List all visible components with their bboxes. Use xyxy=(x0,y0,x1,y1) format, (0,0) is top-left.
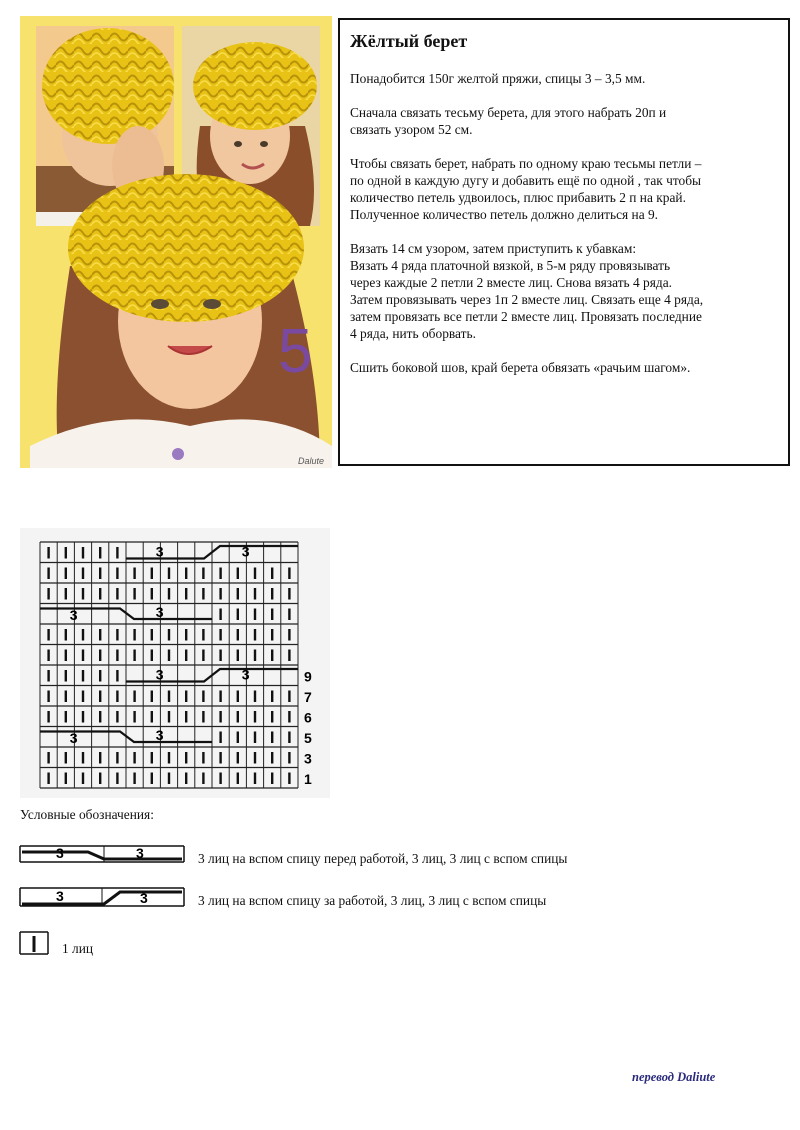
row-number: 7 xyxy=(304,689,312,705)
legend-heading: Условные обозначения: xyxy=(20,807,154,822)
recipe-line: Понадобится 150г желтой пряжи, спицы 3 – 3,5 мм. xyxy=(350,71,646,86)
legend-cable-front-label: 3 лиц на вспом спицу перед работой, 3 лиц, 3 лиц с вспом спицы xyxy=(198,851,568,866)
row-number: 6 xyxy=(304,709,312,726)
legend-knit-stitch xyxy=(18,928,218,958)
brand-mark: Dalute xyxy=(298,456,325,466)
row-number: 3 xyxy=(304,750,312,767)
cable-number: 3 xyxy=(155,727,164,743)
knitting-chart-grid xyxy=(20,528,330,798)
row-number: 1 xyxy=(304,771,312,787)
cable-number: 3 xyxy=(241,666,250,683)
cable-back-number-left: 3 xyxy=(56,888,64,904)
recipe-line: Чтобы связать берет, набрать по одному краю тесьмы петли – xyxy=(350,156,702,171)
cable-front-number-left: 3 xyxy=(56,845,64,861)
recipe-paragraph xyxy=(350,359,776,376)
legend-cable-back-label: 3 лиц на вспом спицу за работой, 3 лиц, 3 лиц с вспом спицы xyxy=(198,893,547,908)
row-number: 9 xyxy=(304,668,312,685)
recipe-line: по одной в каждую дугу и добавить ещё по одной , так чтобы xyxy=(350,173,702,188)
recipe-paragraph xyxy=(350,104,776,138)
recipe-line: связать узором 52 см. xyxy=(350,122,473,137)
pattern-number: 5 xyxy=(278,317,313,386)
cable-number: 3 xyxy=(155,604,164,620)
cable-number: 3 xyxy=(155,666,164,683)
recipe-line: Полученное количество петель должно делиться на 9. xyxy=(350,207,659,222)
recipe-paragraph xyxy=(350,70,776,87)
cable-front-number-right: 3 xyxy=(136,845,144,861)
recipe-text-box xyxy=(338,18,790,466)
translation-credit: перевод Daliute xyxy=(632,1070,716,1084)
cable-number: 3 xyxy=(155,543,164,560)
cable-back-number-right: 3 xyxy=(140,890,148,906)
recipe-body xyxy=(350,70,776,376)
recipe-paragraph xyxy=(350,155,776,223)
recipe-line: количество петель удвоилось, плюс прибавить 2 п на край. xyxy=(350,190,686,205)
cable-number: 3 xyxy=(69,607,78,623)
cable-back-symbol xyxy=(18,882,186,908)
row-number: 5 xyxy=(304,730,312,746)
recipe-line: Вязать 4 ряда платочной вязкой, в 5-м ряду провязывать xyxy=(350,258,671,273)
cable-number: 3 xyxy=(241,543,250,560)
recipe-line: затем провязать все петли 2 вместе лиц. Провязать последние xyxy=(350,309,702,324)
cable-number: 3 xyxy=(69,730,78,746)
recipe-line: через каждые 2 петли 2 вместе лиц. Снова вязать 4 ряда. xyxy=(350,275,672,290)
recipe-line: 4 ряда, нить оборвать. xyxy=(350,326,476,341)
beret-photo-collage xyxy=(20,16,332,468)
recipe-title: Жёлтый берет xyxy=(350,31,468,51)
recipe-line: Сшить боковой шов, край берета обвязать «рачьим шагом». xyxy=(350,360,691,375)
recipe-line: Затем провязывать через 1п 2 вместе лиц. Связать еще 4 ряда, xyxy=(350,292,704,307)
legend-cable-back xyxy=(18,882,658,912)
cable-front-symbol xyxy=(18,838,186,864)
recipe-line: Сначала связать тесьму берета, для этого набрать 20п и xyxy=(350,105,667,120)
legend-knit-stitch-label: 1 лиц xyxy=(62,941,94,956)
legend-cable-front xyxy=(18,838,658,868)
recipe-line: Вязать 14 см узором, затем приступить к убавкам: xyxy=(350,241,637,256)
beret-photo-illustration xyxy=(20,16,332,468)
recipe-paragraph xyxy=(350,240,776,342)
knit-stitch-symbol xyxy=(18,928,50,956)
knitting-chart xyxy=(20,528,330,798)
